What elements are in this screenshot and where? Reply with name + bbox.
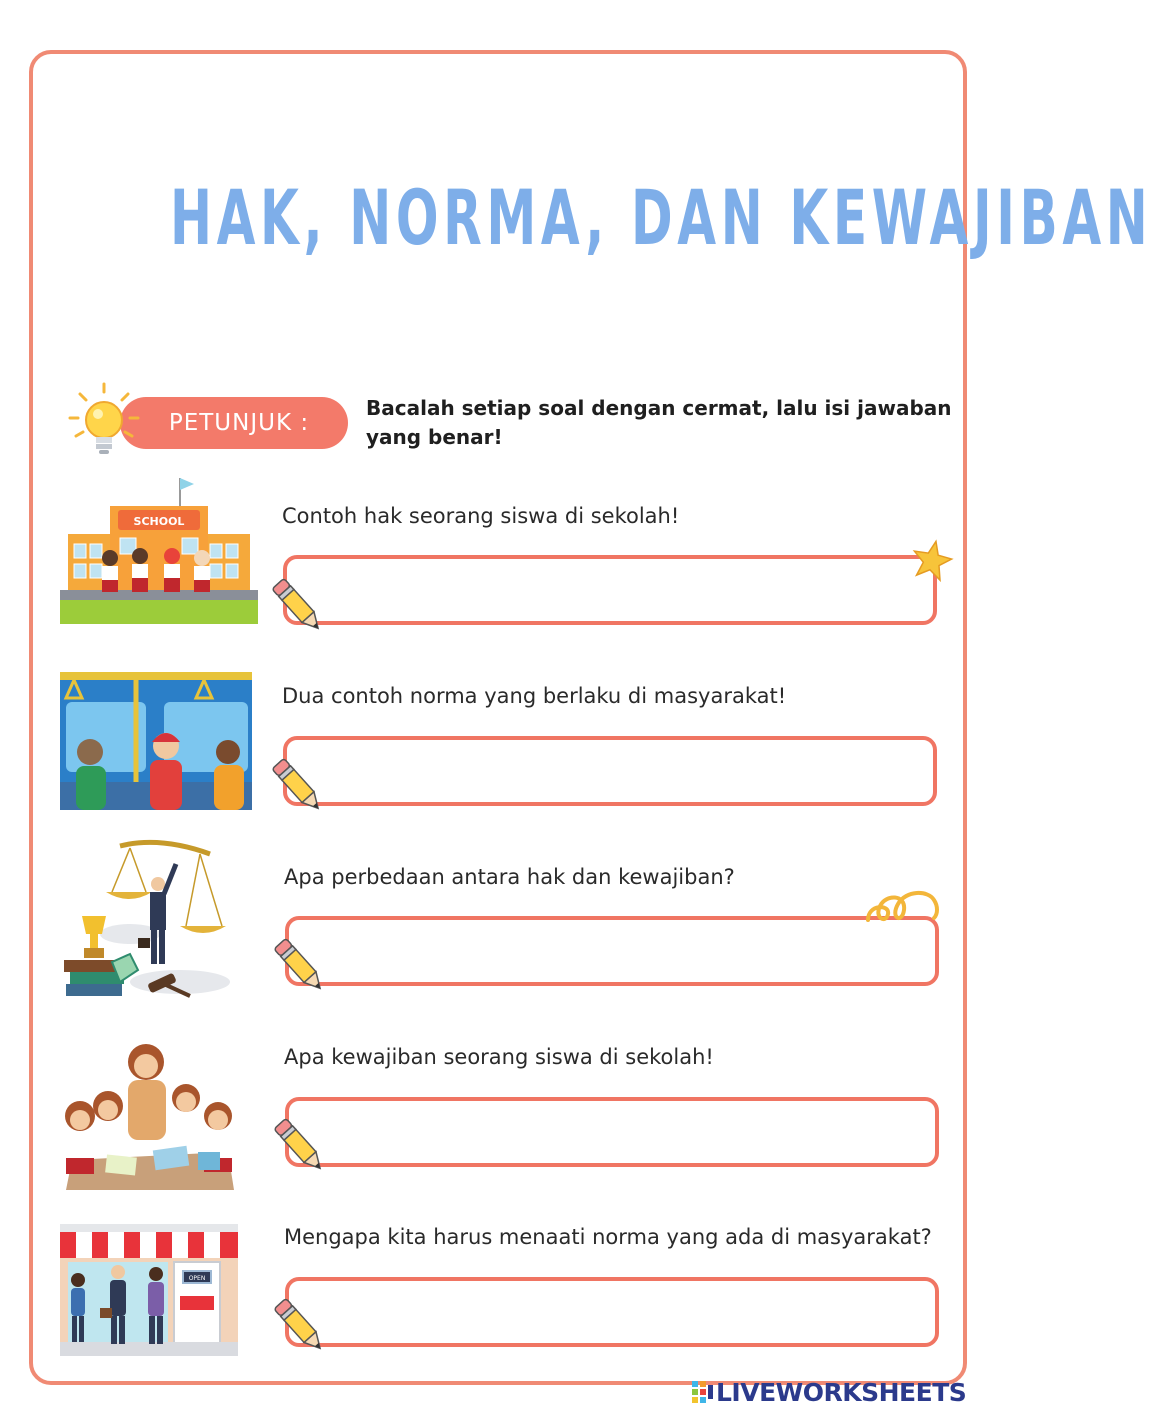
classroom-illustration <box>58 1040 242 1196</box>
brand-text: LIVEWORKSHEETS <box>716 1377 967 1407</box>
shop-open-sign-text: OPEN <box>188 1275 206 1282</box>
question-2-text: Dua contoh norma yang berlaku di masyarakat! <box>282 684 787 708</box>
instructions-text: Bacalah setiap soal dengan cermat, lalu isi jawaban yang benar! <box>366 396 952 449</box>
instructions-label: PETUNJUK : <box>168 410 310 436</box>
question-3-text: Apa perbedaan antara hak dan kewajiban? <box>284 865 735 889</box>
answer-field-1[interactable] <box>283 555 937 625</box>
pencil-icon <box>270 1294 330 1358</box>
answer-field-4[interactable] <box>285 1097 939 1167</box>
question-4-text: Apa kewajiban seorang siswa di sekolah! <box>284 1045 714 1069</box>
answer-field-3[interactable] <box>285 916 939 986</box>
liveworksheets-brand <box>692 1376 966 1408</box>
answer-field-2[interactable] <box>283 736 937 806</box>
bus-passengers-illustration <box>60 672 252 810</box>
question-1-text: Contoh hak seorang siswa di sekolah! <box>282 504 680 528</box>
swirl-icon <box>864 886 944 926</box>
star-icon <box>910 538 954 582</box>
pencil-icon <box>268 754 328 818</box>
school-illustration <box>60 476 258 624</box>
lightbulb-icon <box>66 380 142 462</box>
school-sign-text: SCHOOL <box>133 515 185 528</box>
shop-queue-illustration <box>60 1224 238 1356</box>
liveworksheets-logo-icon <box>692 1381 714 1403</box>
page-title: HAK, NORMA, DAN KEWAJIBAN <box>170 173 1152 262</box>
question-5-text: Mengapa kita harus menaati norma yang ada di masyarakat? <box>284 1225 932 1249</box>
pencil-icon <box>268 574 328 638</box>
answer-field-5[interactable] <box>285 1277 939 1347</box>
instructions-label-badge <box>120 397 348 449</box>
pencil-icon <box>270 934 330 998</box>
justice-scale-illustration <box>60 834 244 1010</box>
pencil-icon <box>270 1114 330 1178</box>
